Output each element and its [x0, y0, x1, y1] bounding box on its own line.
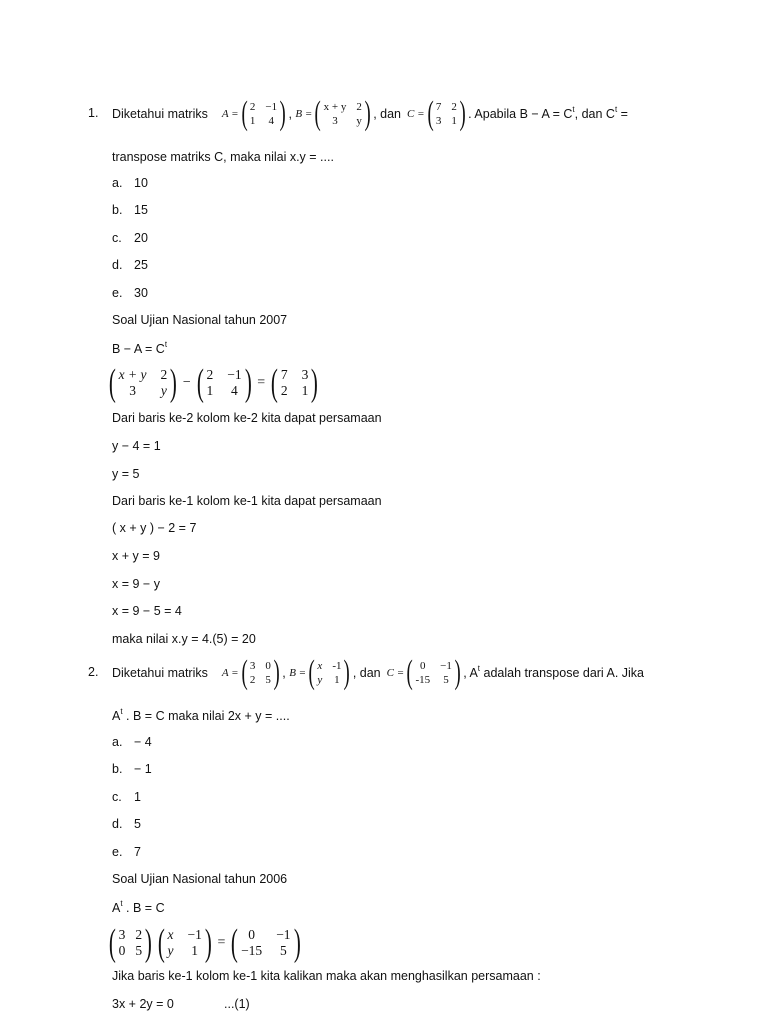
q1-step-4: Dari baris ke-1 kolom ke-1 kita dapat persamaan — [112, 494, 382, 508]
q2-option-c-value: 1 — [134, 790, 141, 804]
q1-step-7: x = 9 − y — [112, 577, 160, 591]
q1-option-b-letter: b. — [112, 203, 123, 217]
q2-option-b-letter: b. — [112, 762, 123, 776]
q1-option-a-letter: a. — [112, 176, 123, 190]
q1-number: 1. — [88, 106, 99, 120]
q1-option-a-value: 10 — [134, 176, 148, 190]
q2-step-1: Jika baris ke-1 kolom ke-1 kita kalikan maka akan menghasilkan persamaan : — [112, 969, 541, 983]
q2-b-label: B = — [289, 667, 307, 679]
q2-option-b-value: − 1 — [134, 762, 152, 776]
q1-matrix-equation: ( x + y 2 3 y ) − ( 2 −1 1 4 ) = ( 7 3 2 1 ) — [106, 364, 321, 402]
q2-step-2: 3x + 2y = 0 — [112, 997, 174, 1011]
q2-intro: Diketahui matriks — [112, 666, 208, 680]
q1-conj: dan — [380, 107, 401, 121]
q1-intro: Diketahui matriks — [112, 107, 208, 121]
q1-step-3: y = 5 — [112, 467, 140, 481]
q2-matrix-c: ( 0 −1 -15 5 ) — [406, 654, 461, 691]
q2-c-label: C = — [386, 667, 405, 679]
q1-matrix-a: ( 2 −1 1 4 ) — [241, 95, 286, 132]
q1-c-label: C = — [407, 108, 425, 120]
q1-option-d-letter: d. — [112, 258, 123, 272]
q1-eq-matrix-1: ( x + y 2 3 y ) — [108, 362, 178, 404]
q1-statement: Diketahui matriks A = ( 2 −1 1 4 ) , B = ( x + y 2 3 y ) , dan C = ( 7 2 3 1 ) . Apabila $B - A = C^t$, dan $C^t$ = — [112, 95, 628, 132]
q2-question-line: $A^t$ . B = C maka nilai 2x + y = .... — [112, 707, 290, 724]
q1-option-e-letter: e. — [112, 286, 123, 300]
q2-option-d-letter: d. — [112, 817, 123, 831]
q1-step-6: x + y = 9 — [112, 549, 160, 563]
q1-step-8: x = 9 − 5 = 4 — [112, 604, 182, 618]
q1-condition: . Apabila $B - A = C^t$, dan $C^t$ = — [468, 105, 628, 122]
q2-number: 2. — [88, 665, 99, 679]
q1-eq-matrix-3: ( 7 3 2 1 ) — [271, 362, 319, 404]
q1-step-5: ( x + y ) − 2 = 7 — [112, 521, 197, 535]
q2-option-a-letter: a. — [112, 735, 123, 749]
q1-option-c-value: 20 — [134, 231, 148, 245]
q1-matrix-b: ( x + y 2 3 y ) — [314, 95, 371, 132]
q2-conj: , dan — [352, 666, 381, 680]
q2-eq-head: $A^t$ . B = C — [112, 899, 165, 916]
q1-a-label: A = — [221, 108, 239, 120]
q2-description: , $A^t$ adalah transpose dari A. Jika — [463, 664, 645, 681]
q1-b-label: B = — [295, 108, 313, 120]
q1-step-9: maka nilai x.y = 4.(5) = 20 — [112, 632, 256, 646]
q1-step-2: y − 4 = 1 — [112, 439, 161, 453]
q1-option-c-letter: c. — [112, 231, 122, 245]
q2-step-2-tag: ...(1) — [224, 997, 250, 1011]
q1-source: Soal Ujian Nasional tahun 2007 — [112, 313, 288, 327]
q2-eq-matrix-3: ( 0 −1 −15 5 ) — [231, 922, 301, 964]
q2-eq-matrix-1: ( 3 2 0 5 ) — [108, 922, 152, 964]
q2-matrix-equation: ( 3 2 0 5 ) ( x −1 y 1 ) = ( 0 −1 −15 5 ) — [106, 924, 303, 962]
q2-option-e-value: 7 — [134, 845, 141, 859]
q1-eq-matrix-2: ( 2 −1 1 4 ) — [196, 362, 252, 404]
q2-statement: Diketahui matriks A = ( 3 0 2 5 ) , B = ( x -1 y 1 ) , dan C = ( 0 −1 -15 5 ) , $A^t$ adalah transpose dari A. Jika — [112, 654, 645, 691]
q2-matrix-b: ( x -1 y 1 ) — [308, 654, 351, 691]
q1-question-line: transpose matriks C, maka nilai x.y = .... — [112, 150, 334, 164]
q2-eq-matrix-2: ( x −1 y 1 ) — [157, 922, 212, 964]
q2-option-a-value: − 4 — [134, 735, 152, 749]
q1-eq-head: $B - A = C^t$ — [112, 340, 168, 357]
q2-source: Soal Ujian Nasional tahun 2006 — [112, 872, 288, 886]
q1-option-b-value: 15 — [134, 203, 148, 217]
q1-option-e-value: 30 — [134, 286, 148, 300]
q2-option-d-value: 5 — [134, 817, 141, 831]
q1-option-d-value: 25 — [134, 258, 148, 272]
q2-option-c-letter: c. — [112, 790, 122, 804]
q1-matrix-c: ( 7 2 3 1 ) — [427, 95, 466, 132]
q2-a-label: A = — [221, 667, 239, 679]
q2-matrix-a: ( 3 0 2 5 ) — [241, 654, 280, 691]
q1-step-1: Dari baris ke-2 kolom ke-2 kita dapat persamaan — [112, 411, 382, 425]
q2-option-e-letter: e. — [112, 845, 123, 859]
